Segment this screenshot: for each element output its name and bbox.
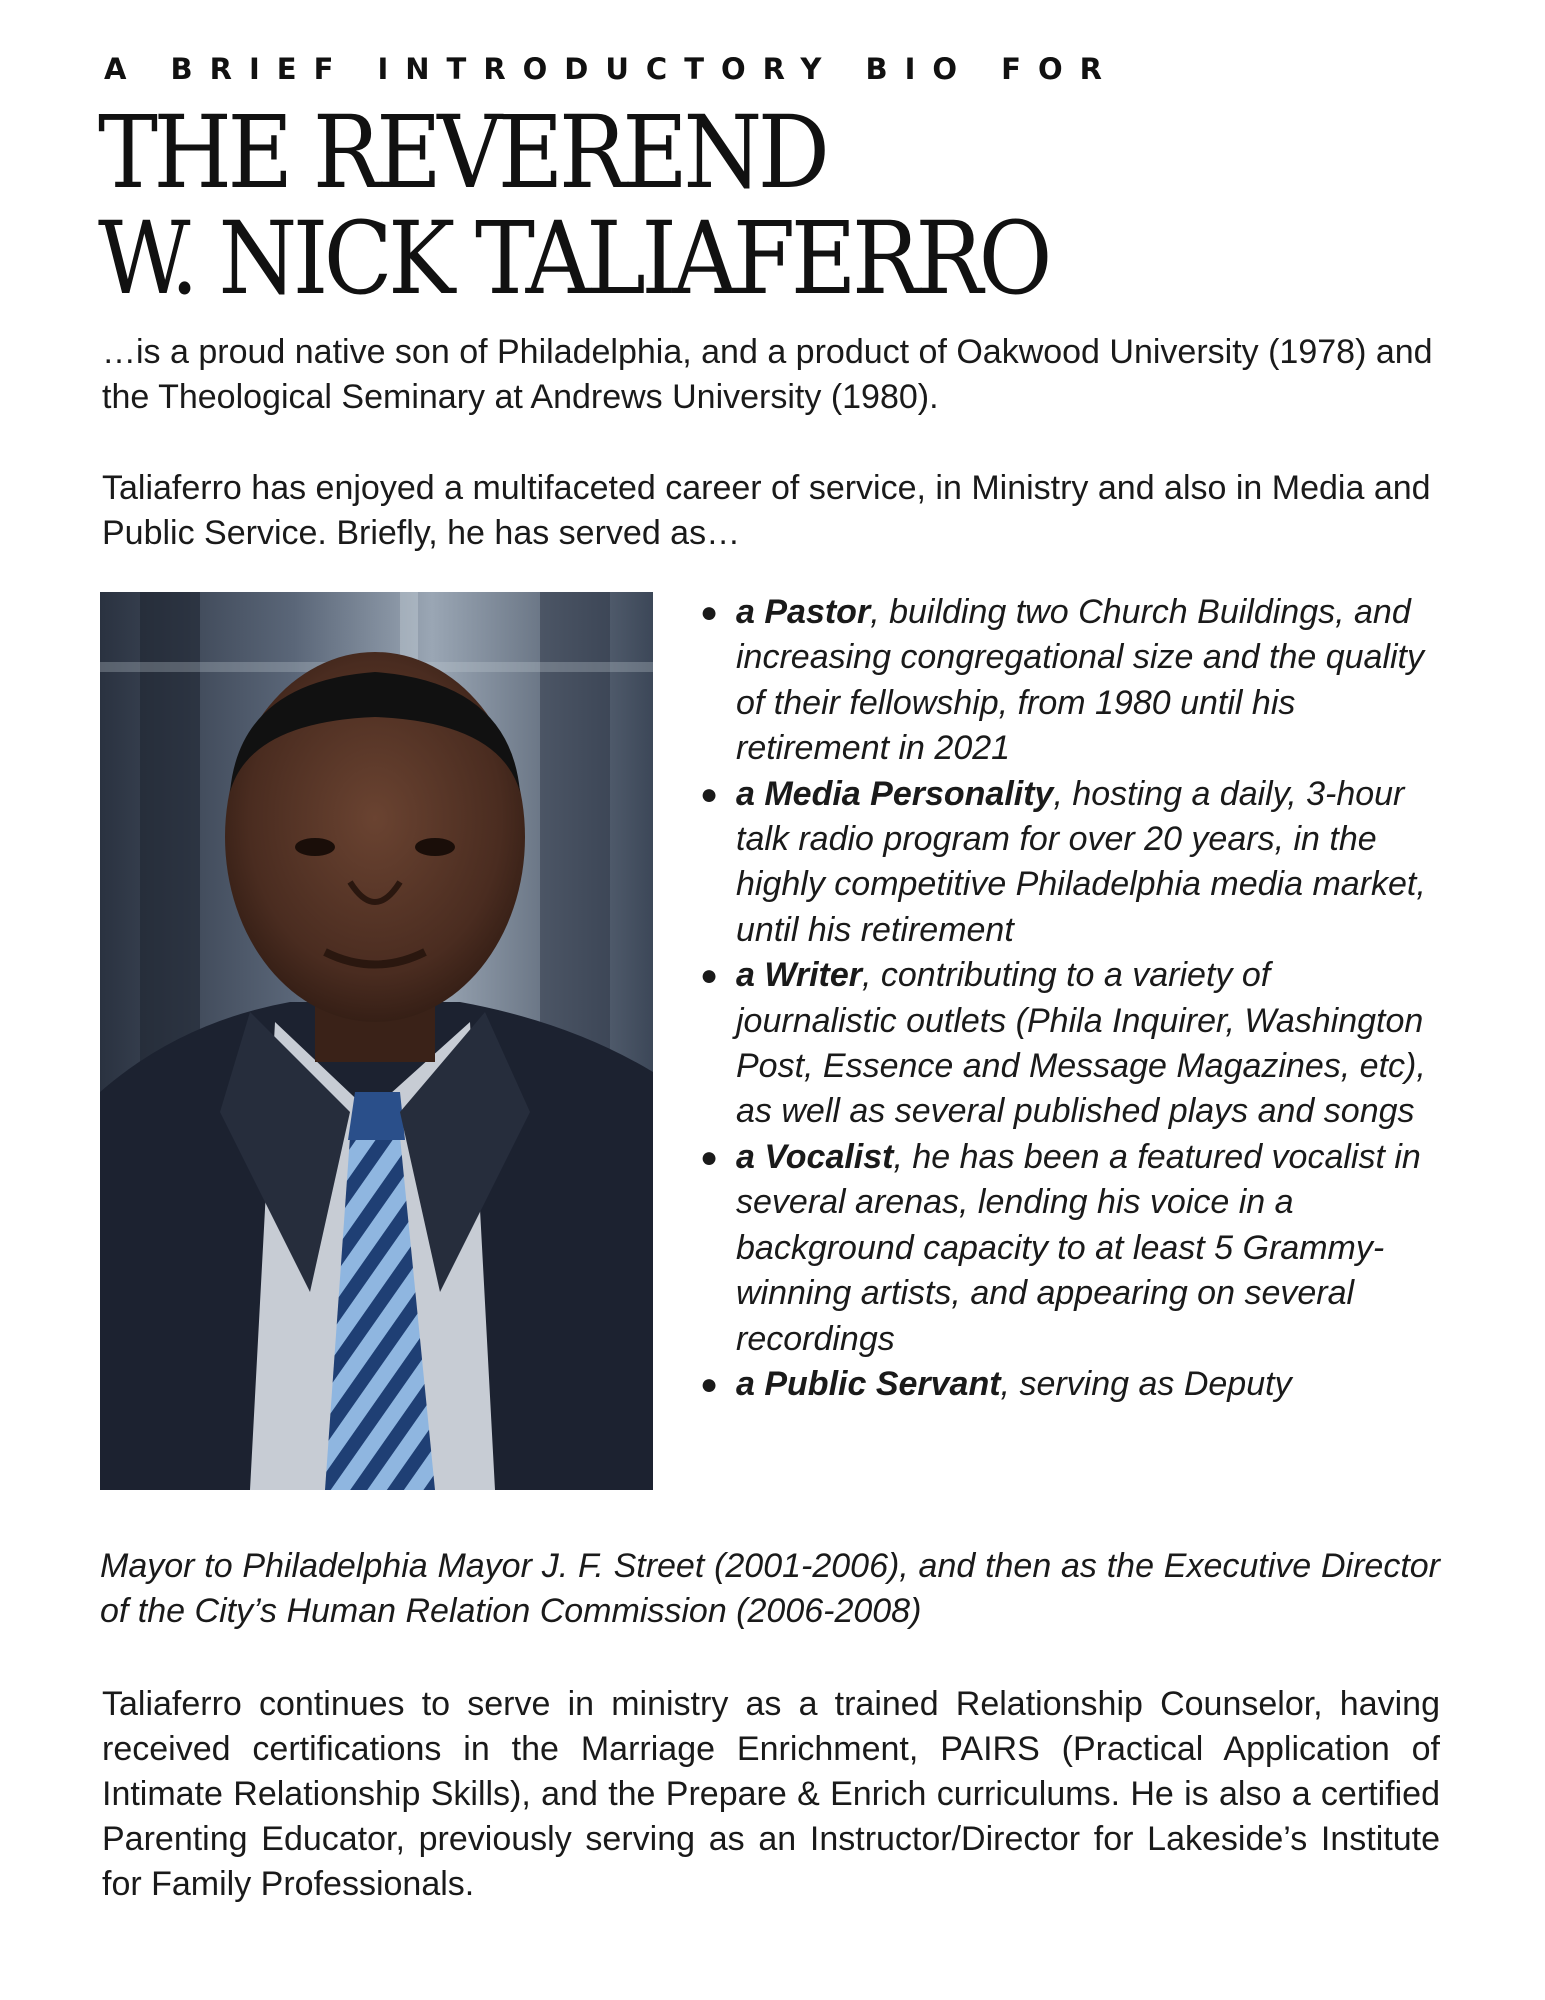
list-item: [700, 590, 1436, 772]
public-servant-continuation: Mayor to Philadelphia Mayor J. F. Street (2001-2006), and then as the Executive Director of the City’s Human Relation Commission (2006-2008): [100, 1547, 1440, 1630]
role-description: , hosting a daily, 3-hour talk radio program for over 20 years, in the highly competitive Philadelphia media market, until his retirement: [736, 774, 1426, 949]
portrait-illustration: [100, 592, 653, 1490]
role-description: , building two Church Buildings, and increasing congregational size and the quality of their fellowship, from 1980 until his retirement in 2021: [736, 593, 1425, 768]
role-title: a Vocalist: [736, 1137, 894, 1176]
list-item: [700, 953, 1436, 1135]
role-title: a Pastor: [736, 593, 871, 631]
portrait-photo: [100, 592, 653, 1490]
bullet-icon: ●: [700, 596, 719, 629]
bullet-icon: ●: [700, 1367, 719, 1401]
role-title: a Public Servant: [736, 1364, 1001, 1403]
role-title: a Media Personality: [736, 774, 1054, 813]
role-description: , serving as Deputy: [1000, 1364, 1292, 1403]
role-title: a Writer: [736, 956, 862, 995]
title-line-1: THE REVEREND: [98, 94, 826, 211]
bullet-icon: ●: [700, 777, 719, 811]
bullet-icon: ●: [700, 1140, 719, 1174]
intro-paragraph-career: Taliaferro has enjoyed a multifaceted career of service, in Ministry and also in Media and Public Service. Briefly, he has served as…: [102, 469, 1431, 552]
list-item: [700, 1135, 1436, 1362]
closing-paragraph: Taliaferro continues to serve in ministry as a trained Relationship Counselor, having received certifications in the Marriage Enrichment, PAIRS (Practical Application of Intimate Relationship Skills), and the Prepare & Enrich curriculums. He is also a certified Parenting Educator, previously serving as an Instructor/Director for Lakeside’s Institute for Family Professionals.: [102, 1685, 1440, 1903]
roles-list: [700, 590, 1436, 1407]
bio-kicker: A BRIEF INTRODUCTORY BIO FOR: [104, 52, 1119, 86]
list-item: [700, 1362, 1436, 1407]
intro-paragraph-origin: …is a proud native son of Philadelphia, and a product of Oakwood University (1978) and the Theological Seminary at Andrews University (1980).: [102, 333, 1433, 416]
list-item: [700, 772, 1436, 954]
role-description: , contributing to a variety of journalistic outlets (Phila Inquirer, Washington Post, Essence and Message Magazines, etc), as well as several published plays and songs: [736, 956, 1426, 1131]
page-title: [98, 94, 1048, 317]
role-description: , he has been a featured vocalist in several arenas, lending his voice in a background capacity to at least 5 Grammy-winning artists, and appearing on several recordings: [736, 1137, 1421, 1358]
title-line-2: W. NICK TALIAFERRO: [98, 200, 1048, 317]
bullet-icon: ●: [700, 959, 719, 993]
